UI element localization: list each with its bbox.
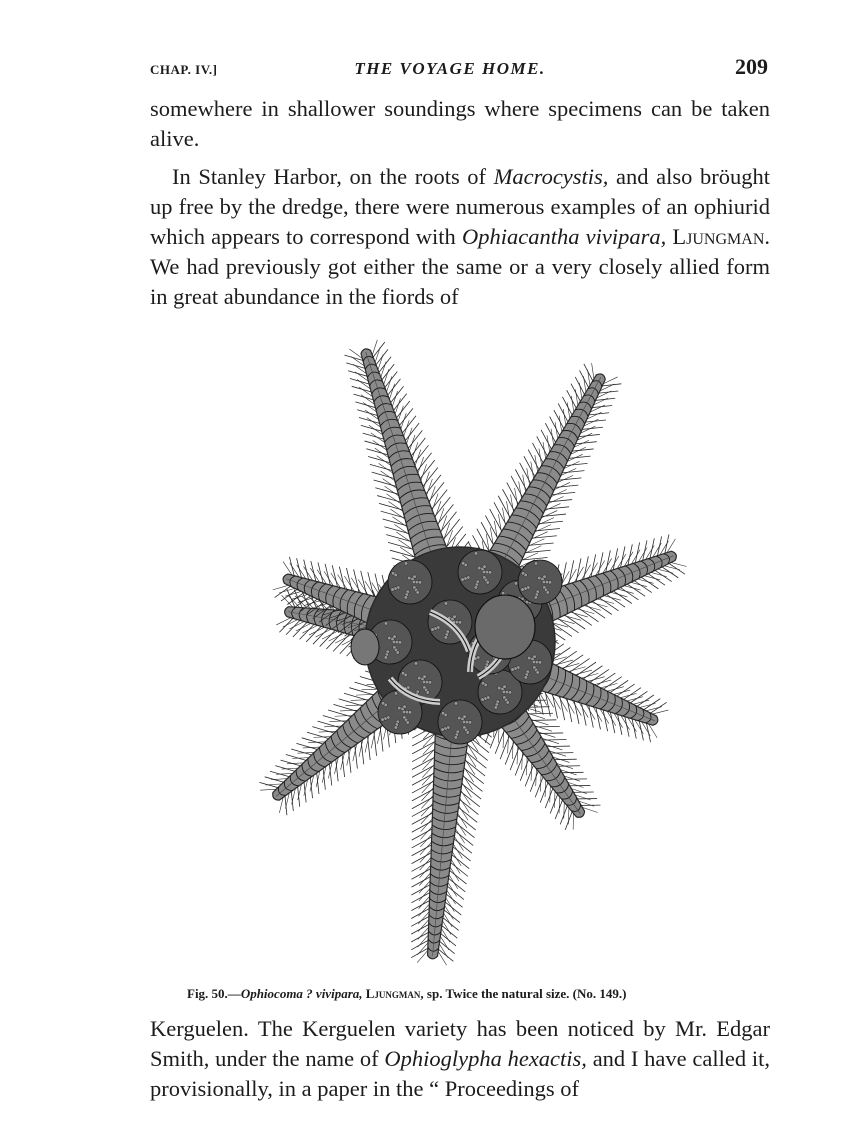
- caption-author: Ljungman,: [365, 986, 424, 1001]
- granule-cluster: [518, 560, 562, 604]
- paragraph-text: In Stanley Harbor, on the roots of: [172, 164, 494, 189]
- chapter-label: CHAP. IV.]: [150, 62, 218, 77]
- italic-genus: Macrocystis,: [493, 164, 609, 189]
- paragraph-stanley-harbor: [150, 162, 770, 312]
- paragraph-continuation: somewhere in shallower soundings where specimens can be taken alive.: [150, 96, 770, 151]
- brittle-star-drawing: [160, 312, 750, 977]
- paragraph-text: and also bröught up free by the dredge, there were numerous examples of an ophiurid which appears to correspond with: [150, 164, 770, 249]
- running-title: THE VOYAGE HOME.: [354, 59, 546, 78]
- body-text-top: [150, 94, 770, 312]
- granule-cluster: [388, 560, 432, 604]
- figure-caption: [187, 986, 747, 1002]
- caption-details: sp. Twice the natural size. (No. 149.): [423, 986, 627, 1001]
- granule-cluster: [438, 700, 482, 744]
- caption-label: Fig. 50.—: [187, 986, 241, 1001]
- paragraph-kerguelen: [150, 1014, 770, 1104]
- paragraph-text: Kerguelen. The Kerguelen variety has been noticed by Mr. Edgar Smith, under the name of: [150, 1016, 770, 1071]
- madreporite: [475, 595, 535, 659]
- page-number: 209: [735, 54, 768, 79]
- body-text-bottom: [150, 1014, 770, 1104]
- brittle-star-illustration: [160, 312, 750, 977]
- granule-cluster: [458, 550, 502, 594]
- italic-species: Ophioglypha hexactis,: [384, 1046, 587, 1071]
- italic-species: Ophiacantha vivipara,: [461, 224, 667, 249]
- author-name: Ljungman.: [672, 224, 771, 249]
- paragraph-text: We had previously got either the same or a very closely allied form in great abundance in the fiords of: [150, 254, 770, 309]
- paragraph-text: and I have called it, provisionally, in a paper in the “ Proceedings of: [150, 1046, 770, 1101]
- caption-species: Ophiocoma ? vivipara,: [240, 986, 363, 1001]
- page-header: [150, 54, 770, 82]
- oral-plate: [351, 629, 379, 665]
